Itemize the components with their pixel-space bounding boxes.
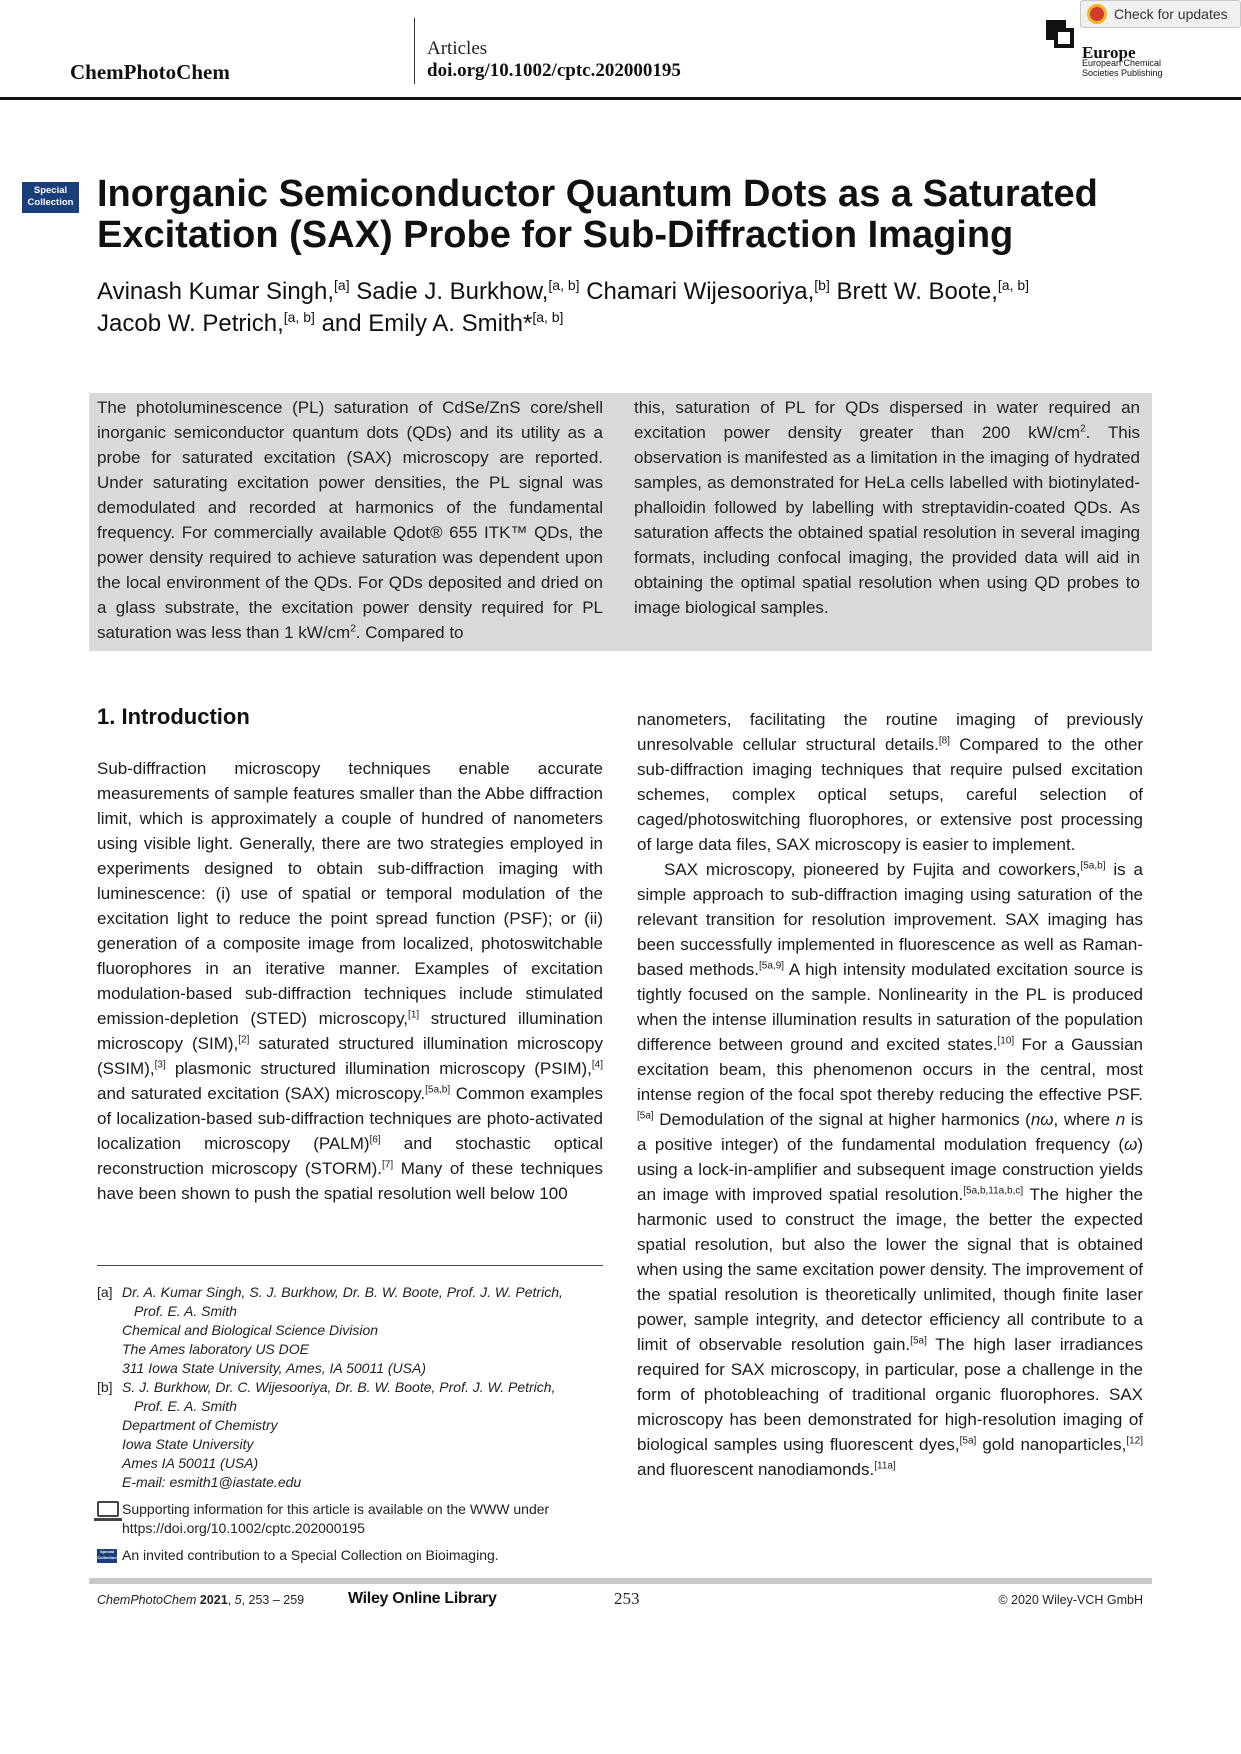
citation-ref[interactable]: [11a] bbox=[874, 1460, 896, 1472]
author-name[interactable]: Avinash Kumar Singh, bbox=[97, 278, 335, 305]
citation-ref[interactable]: [6] bbox=[369, 1134, 381, 1146]
affiliation-b bbox=[97, 1378, 607, 1492]
citation-ref[interactable]: [5a,9] bbox=[759, 960, 785, 972]
abstract-right-column bbox=[634, 393, 1140, 620]
footer-year: 2021 bbox=[199, 1593, 228, 1607]
body-text: Many of these techniques have been shown to push the spatial resolution well below 100 bbox=[97, 1159, 603, 1203]
computer-icon bbox=[97, 1501, 119, 1517]
invited-contribution-note bbox=[97, 1546, 607, 1565]
body-text: The higher the harmonic used to construct the image, the better the expected spatial resolution, but also the lower the signal that is obtained when using the same excitation power density. The improvement of the spatial resolution is theoretically unlimited, though finite laser power, sample integrity, and detector efficiency all contribute to a limit of observable resolution gain. bbox=[637, 1185, 1143, 1354]
email-link[interactable]: E-mail: esmith1@iastate.edu bbox=[122, 1474, 302, 1490]
affiliation-line: Department of Chemistry bbox=[122, 1417, 278, 1433]
superscript: 2 bbox=[350, 623, 356, 635]
supporting-info-note bbox=[97, 1500, 607, 1538]
footer-journal: ChemPhotoChem bbox=[97, 1593, 197, 1607]
author-affiliation: [a, b] bbox=[283, 309, 315, 325]
author-name[interactable]: Sadie J. Burkhow, bbox=[356, 278, 549, 305]
body-right-column bbox=[637, 707, 1143, 1482]
affiliation-a bbox=[97, 1283, 607, 1378]
citation-ref[interactable]: [2] bbox=[238, 1034, 250, 1046]
body-text: SAX microscopy, pioneered by Fujita and coworkers, bbox=[664, 860, 1081, 879]
body-text: is a positive integer) of the fundamental modulation frequency ( bbox=[637, 1110, 1143, 1154]
affiliation-line: Chemical and Biological Science Division bbox=[122, 1322, 379, 1338]
page-number: 253 bbox=[614, 1589, 640, 1608]
body-text: Compared to the other sub-diffraction imaging techniques that require pulsed excitation schemes, complex optical setups, careful selection of caged/photoswitching fluorophores, or extensive post processing of large data files, SAX microscopy is easier to implement. bbox=[637, 735, 1143, 854]
paragraph bbox=[637, 857, 1143, 1482]
author-affiliation: [a, b] bbox=[548, 277, 580, 293]
footnotes bbox=[97, 1283, 607, 1565]
affiliation-line: Iowa State University bbox=[122, 1436, 254, 1452]
citation-ref[interactable]: [4] bbox=[591, 1059, 603, 1071]
abstract-left-column bbox=[97, 393, 603, 645]
affiliation-line: Prof. E. A. Smith bbox=[134, 1398, 237, 1414]
author-list bbox=[97, 276, 1117, 340]
publisher-logo-icon bbox=[1046, 20, 1076, 50]
citation-ref[interactable]: [8] bbox=[938, 735, 950, 747]
body-text: The high laser irradiances required for SAX microscopy, in particular, pose a challenge in the form of photobleaching of traditional organic fluorophores. SAX microscopy has been demonstrated for high-resolution imaging of biological samples using fluorescent dyes, bbox=[637, 1335, 1144, 1454]
doi-link[interactable]: doi.org/10.1002/cptc.202000195 bbox=[427, 60, 681, 81]
check-updates-label: Check for updates bbox=[1114, 6, 1228, 22]
affiliation-line: S. J. Burkhow, Dr. C. Wijesooriya, Dr. B. W. Boote, Prof. J. W. Petrich, bbox=[122, 1379, 556, 1395]
invited-contribution-text: An invited contribution to a Special Collection on Bioimaging. bbox=[122, 1547, 499, 1563]
title-line-1: Inorganic Semiconductor Quantum Dots as a Saturated bbox=[97, 173, 1098, 215]
body-text: structured illumination microscopy (SIM), bbox=[97, 1009, 604, 1053]
supporting-info-text: Supporting information for this article is available on the WWW under bbox=[122, 1501, 550, 1517]
header-rule bbox=[0, 97, 1241, 100]
footnote-rule bbox=[97, 1265, 603, 1266]
affiliation-line: 311 Iowa State University, Ames, IA 50011 (USA) bbox=[122, 1360, 426, 1376]
citation-ref[interactable]: [10] bbox=[997, 1035, 1015, 1047]
affiliation-body bbox=[122, 1283, 563, 1378]
citation-ref[interactable]: [12] bbox=[1126, 1435, 1143, 1447]
body-text: and fluorescent nanodiamonds. bbox=[637, 1460, 875, 1479]
author-name[interactable]: Jacob W. Petrich, bbox=[97, 310, 284, 337]
body-text: and saturated excitation (SAX) microscopy. bbox=[97, 1084, 426, 1103]
footer-rule bbox=[89, 1578, 1152, 1584]
math-variable: n bbox=[1115, 1110, 1126, 1129]
citation-ref[interactable]: [5a,b] bbox=[425, 1084, 451, 1096]
author-affiliation: [b] bbox=[814, 277, 830, 293]
citation-ref[interactable]: [5a,b] bbox=[1080, 860, 1106, 872]
affiliation-label: [b] bbox=[97, 1379, 113, 1395]
math-variable: nω bbox=[1030, 1110, 1054, 1129]
body-text: plasmonic structured illumination microscopy (PSIM), bbox=[165, 1059, 592, 1078]
paragraph bbox=[637, 707, 1143, 857]
affiliation-line: Prof. E. A. Smith bbox=[134, 1303, 237, 1319]
article-title bbox=[97, 174, 1117, 256]
body-text: is a simple approach to sub-diffraction imaging using saturation of the relevant transition for resolution improvement. SAX imaging has been successfully implemented in fluorescence as well as Raman-based methods. bbox=[637, 860, 1143, 979]
supporting-info-link[interactable]: https://doi.org/10.1002/cptc.202000195 bbox=[122, 1520, 365, 1536]
body-text: Common examples of localization-based sub-diffraction techniques are photo-activated localization microscopy (PALM) bbox=[97, 1084, 603, 1153]
publisher-logo-title: Europe bbox=[1082, 43, 1136, 62]
citation-ref[interactable]: [5a] bbox=[910, 1335, 927, 1347]
superscript: 2 bbox=[1080, 423, 1086, 435]
affiliation-body bbox=[122, 1378, 555, 1492]
publisher-logo-subtitle: European Chemical Societies Publishing bbox=[1082, 58, 1163, 78]
body-text: A high intensity modulated excitation source is tightly focused on the sample. Nonlinearity in the PL is produced when the intense illumination results in saturation of the population difference between ground and excited states. bbox=[637, 960, 1143, 1054]
article-type: Articles bbox=[427, 38, 488, 59]
affiliation-label: [a] bbox=[97, 1284, 113, 1300]
paragraph bbox=[97, 756, 603, 1206]
header-divider bbox=[414, 18, 415, 84]
footer-citation: ChemPhotoChem 2021, 5, 253 – 259 bbox=[97, 1593, 305, 1607]
footer-volume: 5 bbox=[234, 1593, 242, 1607]
body-text: ) using a lock-in-amplifier and subsequent image construction yields an image with improved spatial resolution. bbox=[637, 1135, 1143, 1204]
citation-ref[interactable]: [1] bbox=[408, 1009, 420, 1021]
check-updates-button[interactable] bbox=[1080, 0, 1241, 28]
author-name[interactable]: and Emily A. Smith* bbox=[321, 310, 533, 337]
citation-ref[interactable]: [5a] bbox=[959, 1435, 977, 1447]
body-text: nanometers, facilitating the routine imaging of previously unresolvable cellular structural details. bbox=[637, 710, 1143, 754]
journal-name: ChemPhotoChem bbox=[70, 60, 230, 84]
math-variable: ω bbox=[1124, 1135, 1138, 1154]
footer-pages: , 253 – 259 bbox=[241, 1593, 305, 1607]
citation-ref[interactable]: [5a,b,11a,b,c] bbox=[963, 1185, 1024, 1197]
body-text: , where bbox=[1053, 1110, 1116, 1129]
section-heading-introduction: 1. Introduction bbox=[97, 704, 250, 729]
body-text: For a Gaussian excitation beam, this phenomenon occurs in the central, most intense region of the focal spot thereby reducing the effective PSF. bbox=[637, 1035, 1143, 1104]
citation-ref[interactable]: [3] bbox=[154, 1059, 166, 1071]
affiliation-line: The Ames laboratory US DOE bbox=[122, 1341, 309, 1357]
citation-ref[interactable]: [7] bbox=[382, 1159, 394, 1171]
special-badge-line2: Collection bbox=[27, 197, 74, 208]
author-name[interactable]: Chamari Wijesooriya, bbox=[586, 278, 815, 305]
abstract-text: . Compared to bbox=[355, 623, 464, 642]
author-name[interactable]: Brett W. Boote, bbox=[836, 278, 998, 305]
special-collection-mini-icon: Special Collection bbox=[97, 1549, 117, 1563]
body-text: Demodulation of the signal at higher harmonics ( bbox=[653, 1110, 1031, 1129]
title-line-2: Excitation (SAX) Probe for Sub-Diffraction Imaging bbox=[97, 214, 1014, 256]
special-collection-badge[interactable] bbox=[22, 182, 79, 213]
affiliation-line: Dr. A. Kumar Singh, S. J. Burkhow, Dr. B. W. Boote, Prof. J. W. Petrich, bbox=[122, 1284, 563, 1300]
author-affiliation: [a, b] bbox=[997, 277, 1030, 293]
body-text: Sub-diffraction microscopy techniques enable accurate measurements of sample features smaller than the Abbe diffraction limit, which is approximately a couple of hundred of nanometers using visible light. Generally, there are two strategies employed in experiments designed to obtain sub-diffraction imaging with luminescence: (i) use of spatial or temporal modulation of the excitation light to reduce the point spread function (PSF); or (ii) generation of a composite image from localized, photoswitchable fluorophores in an iterative manner. Examples of excitation modulation-based sub-diffraction techniques include stimulated emission-depletion (STED) microscopy, bbox=[97, 759, 603, 1028]
body-left-column bbox=[97, 756, 603, 1206]
affiliation-line: Ames IA 50011 (USA) bbox=[122, 1455, 259, 1471]
body-text: gold nanoparticles, bbox=[976, 1435, 1127, 1454]
wiley-online-library-link[interactable]: Wiley Online Library bbox=[348, 1590, 497, 1607]
crossmark-icon bbox=[1087, 4, 1107, 24]
author-affiliation: [a] bbox=[334, 277, 350, 293]
author-affiliation: [a, b] bbox=[532, 309, 564, 325]
abstract-text: . This observation is manifested as a limitation in the imaging of hydrated samples, as demonstrated for HeLa cells labelled with biotinylated-phalloidin followed by labelling with streptavidin-coated QDs. As saturation affects the obtained spatial resolution in several imaging formats, including confocal imaging, the provided data will aid in obtaining the optimal spatial resolution when using QD probes to image biological samples. bbox=[634, 423, 1140, 617]
special-badge-line1: Special bbox=[33, 185, 68, 196]
body-text: and stochastic optical reconstruction microscopy (STORM). bbox=[97, 1134, 603, 1178]
citation-ref[interactable]: [5a] bbox=[637, 1110, 654, 1122]
body-text: saturated structured illumination microscopy (SSIM), bbox=[97, 1034, 603, 1078]
copyright: © 2020 Wiley-VCH GmbH bbox=[998, 1593, 1143, 1607]
abstract-text: The photoluminescence (PL) saturation of CdSe/ZnS core/shell inorganic semiconductor quantum dots (QDs) and its utility as a probe for saturated excitation (SAX) microscopy are reported. Under saturating excitation power densities, the PL signal was demodulated and recorded at harmonics of the fundamental frequency. For commercially available Qdot® 655 ITK™ QDs, the power density required to achieve saturation was dependent upon the local environment of the QDs. For QDs deposited and dried on a glass substrate, the excitation power density required for PL saturation was less than 1 kW/cm bbox=[97, 398, 603, 642]
abstract-text: this, saturation of PL for QDs dispersed in water required an excitation power density greater than 200 kW/cm bbox=[634, 398, 1140, 442]
